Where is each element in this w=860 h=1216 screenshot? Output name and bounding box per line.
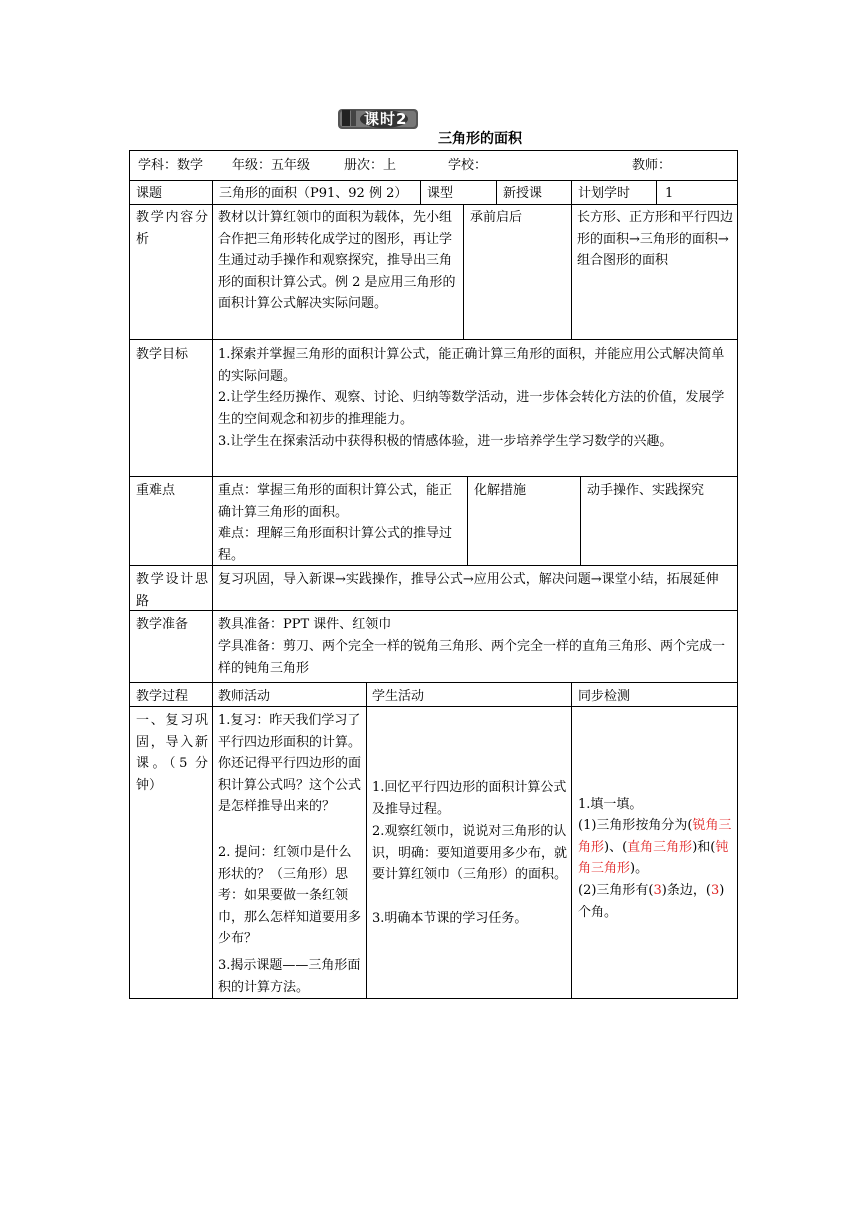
check-question-1: (1)三角形按角分为(锐角三角形)、(直角三角形)和(钝角三角形)。 — [578, 818, 732, 876]
measure-value: 动手操作、实践探究 — [587, 483, 705, 498]
school-field: 学校： — [448, 158, 488, 173]
process-header-stage: 教学过程 — [136, 689, 189, 704]
teacher-field: 教师： — [632, 158, 672, 173]
volume-field: 册次：上 — [344, 158, 397, 173]
subject-field: 学科：数学 — [138, 158, 204, 173]
process-header-check: 同步检测 — [578, 689, 631, 704]
page-title: 三角形的面积 — [438, 131, 522, 147]
planned-hours-value: 1 — [665, 186, 674, 201]
teacher-prep: 教具准备：PPT 课件、红领巾 — [218, 617, 392, 632]
goal-item-2: 2.让学生经历操作、观察、讨论、归纳等数学活动，进一步体会转化方法的价值，发展学生的空间观念和初步的推理能力。 — [218, 390, 725, 427]
grade-field: 年级：五年级 — [232, 158, 311, 173]
keypoints-label: 重难点 — [136, 483, 176, 498]
answer-angles: 3 — [710, 883, 720, 898]
key-point: 重点：掌握三角形的面积计算公式，能正确计算三角形的面积。 — [218, 483, 453, 520]
teacher-activity-2: 2. 提问：红领巾是什么形状的？（三角形）思考：如果要做一条红领巾，那么怎样知道要用多少布？ — [218, 845, 362, 946]
check-heading: 1.填一填。 — [578, 797, 643, 812]
design-content: 复习巩固，导入新课→实践操作，推导公式→应用公式，解决问题→课堂小结，拓展延伸 — [218, 572, 719, 587]
planned-hours-label: 计划学时 — [578, 186, 631, 201]
topic-label: 课题 — [136, 186, 163, 201]
teacher-activity-1: 1.复习：昨天我们学习了平行四边形面积的计算。你还记得平行四边形的面积计算公式吗？这个公式是怎样推导出来的？ — [218, 713, 362, 814]
lesson-type-value: 新授课 — [503, 186, 543, 201]
process-header-student: 学生活动 — [372, 689, 425, 704]
topic-value: 三角形的面积（P91、92 例 2） — [219, 186, 408, 201]
goals-label: 教学目标 — [136, 347, 189, 362]
answer-sides: 3 — [653, 883, 662, 898]
difficulty-point: 难点：理解三角形面积计算公式的推导过程。 — [218, 526, 453, 563]
student-activity-1: 1.回忆平行四边形的面积计算公式及推导过程。 — [372, 780, 567, 817]
goal-item-3: 3.让学生在探索活动中获得积极的情感体验，进一步培养学生学习数学的兴趣。 — [218, 434, 673, 449]
teacher-activity-3: 3.揭示课题——三角形面积的计算方法。 — [218, 958, 361, 995]
design-label: 教学设计思路 — [136, 572, 208, 609]
process-header-teacher: 教师活动 — [218, 689, 271, 704]
answer-acute: 锐角三角形 — [578, 818, 732, 855]
student-activity-3: 3.明确本节课的学习任务。 — [372, 911, 528, 926]
student-prep: 学具准备：剪刀、两个完全一样的锐角三角形、两个完全一样的直角三角形、两个完成一样的钝角三角形 — [218, 639, 726, 676]
answer-obtuse: 钝角三角形 — [578, 839, 729, 876]
lesson-badge-text: 课时2 — [364, 110, 408, 128]
lesson-type-label: 课型 — [427, 186, 454, 201]
answer-right: 直角三角形 — [627, 839, 693, 855]
goal-item-1: 1.探索并掌握三角形的面积计算公式，能正确计算三角形的面积，并能应用公式解决简单的实际问题。 — [218, 347, 725, 384]
analysis-content: 教材以计算红领巾的面积为载体，先小组合作把三角形转化成学过的图形，再让学生通过动手操作和观察探究，推导出三角形的面积计算公式。例 2 是应用三角形的面积计算公式解决实际问题。 — [218, 210, 456, 311]
link-label: 承前启后 — [470, 210, 523, 225]
analysis-label: 教学内容分析 — [136, 210, 208, 247]
measure-label: 化解措施 — [474, 483, 527, 498]
link-value: 长方形、正方形和平行四边形的面积→三角形的面积→组合图形的面积 — [577, 210, 734, 268]
stage-description: 一、复习巩固，导入新课。（5 分钟） — [136, 713, 208, 793]
student-activity-2: 2.观察红领巾，说说对三角形的认识，明确：要知道要用多少布，就要计算红领巾（三角形）的面积。 — [372, 824, 568, 882]
check-question-2: (2)三角形有(3)条边，(3)个角。 — [578, 883, 725, 920]
prep-label: 教学准备 — [136, 617, 189, 632]
